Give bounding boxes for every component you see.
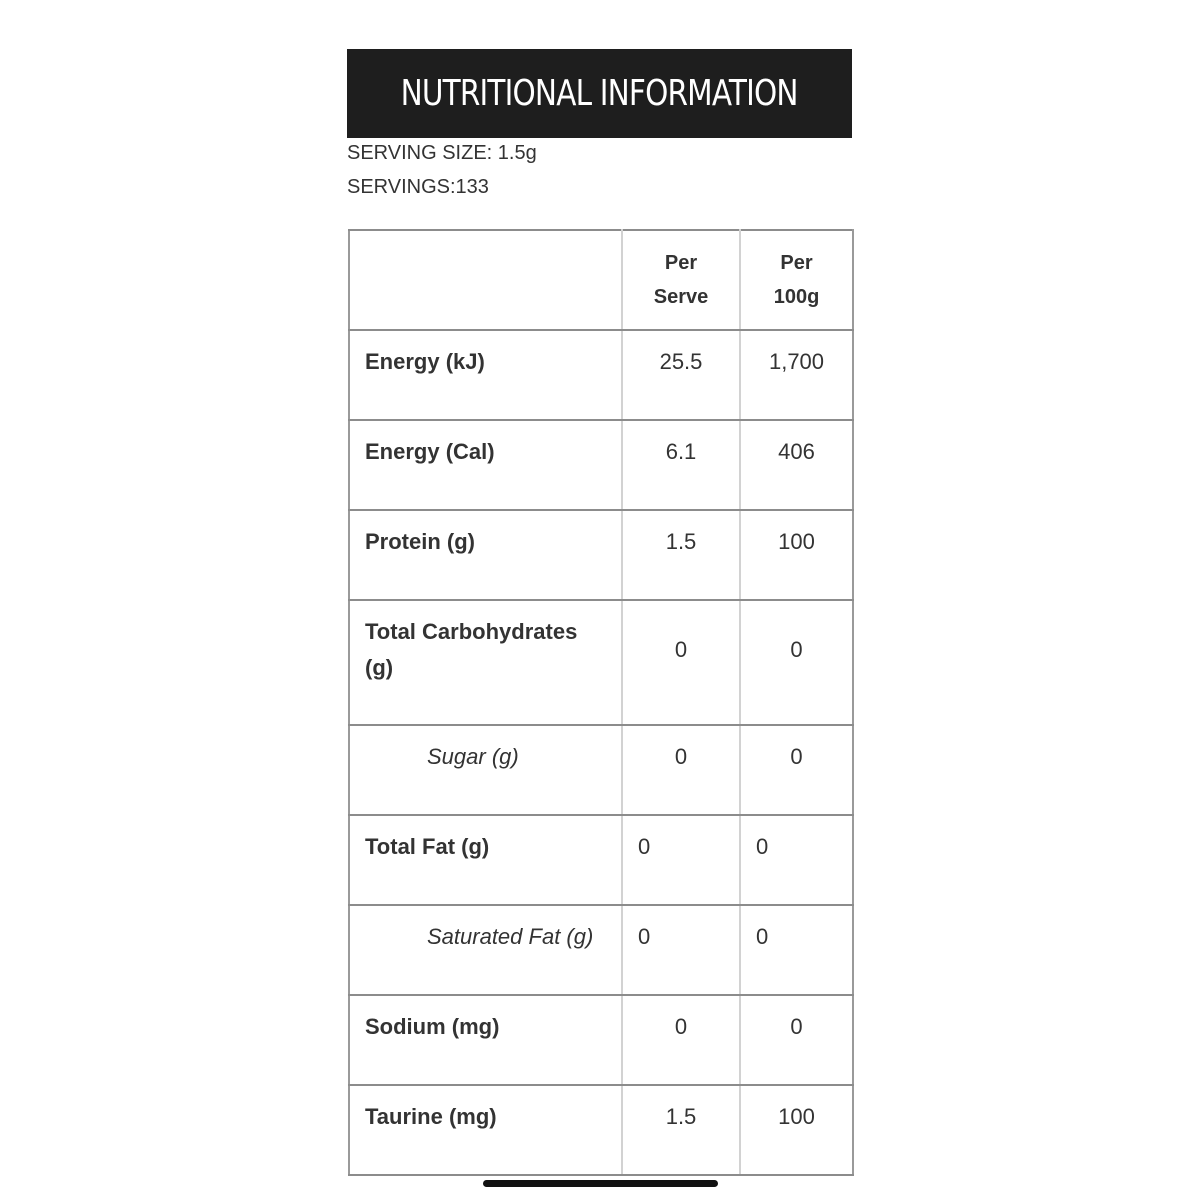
row-per-serve: 0	[622, 725, 740, 815]
header-per-serve	[622, 230, 740, 330]
row-per-serve: 1.5	[622, 510, 740, 600]
header-per-serve-line2: Serve	[653, 286, 709, 308]
row-per-100g: 0	[740, 905, 853, 995]
row-per-100g: 0	[740, 815, 853, 905]
row-label: Saturated Fat (g)	[349, 905, 622, 995]
row-per-100g: 1,700	[740, 330, 853, 420]
serving-size: SERVING SIZE: 1.5g	[347, 142, 537, 164]
row-label: Protein (g)	[349, 510, 622, 600]
page-title: NUTRITIONAL INFORMATION	[400, 73, 799, 114]
row-label: Total Fat (g)	[349, 815, 622, 905]
header-per-serve-line1: Per	[664, 252, 698, 274]
row-per-serve: 0	[622, 905, 740, 995]
row-label: Taurine (mg)	[349, 1085, 622, 1175]
servings-count: SERVINGS:133	[347, 176, 489, 198]
table-row	[349, 815, 853, 905]
home-indicator[interactable]	[483, 1180, 718, 1187]
row-per-100g: 0	[740, 995, 853, 1085]
row-per-100g: 406	[740, 420, 853, 510]
table-row	[349, 600, 853, 725]
row-per-serve: 0	[622, 815, 740, 905]
header-per-100g	[740, 230, 853, 330]
table-row	[349, 420, 853, 510]
table-row	[349, 995, 853, 1085]
nutrition-table	[348, 229, 854, 1176]
row-per-serve: 0	[622, 995, 740, 1085]
row-per-100g: 100	[740, 1085, 853, 1175]
row-per-serve: 0	[622, 600, 740, 725]
table-header-row	[349, 230, 853, 330]
table-row	[349, 725, 853, 815]
header-per-100g-line2: 100g	[773, 286, 820, 308]
row-label: Sodium (mg)	[349, 995, 622, 1085]
row-label: Energy (kJ)	[349, 330, 622, 420]
row-label: Total Carbohydrates (g)	[349, 600, 622, 725]
table-row	[349, 330, 853, 420]
table-row	[349, 1085, 853, 1175]
row-per-100g: 0	[740, 600, 853, 725]
header-empty-cell	[349, 230, 622, 330]
row-label: Energy (Cal)	[349, 420, 622, 510]
header-per-100g-line1: Per	[780, 252, 813, 274]
row-per-serve: 25.5	[622, 330, 740, 420]
title-banner	[347, 49, 852, 138]
row-per-100g: 0	[740, 725, 853, 815]
row-per-serve: 6.1	[622, 420, 740, 510]
row-label: Sugar (g)	[349, 725, 622, 815]
row-per-serve: 1.5	[622, 1085, 740, 1175]
table-row	[349, 905, 853, 995]
row-per-100g: 100	[740, 510, 853, 600]
table-row	[349, 510, 853, 600]
